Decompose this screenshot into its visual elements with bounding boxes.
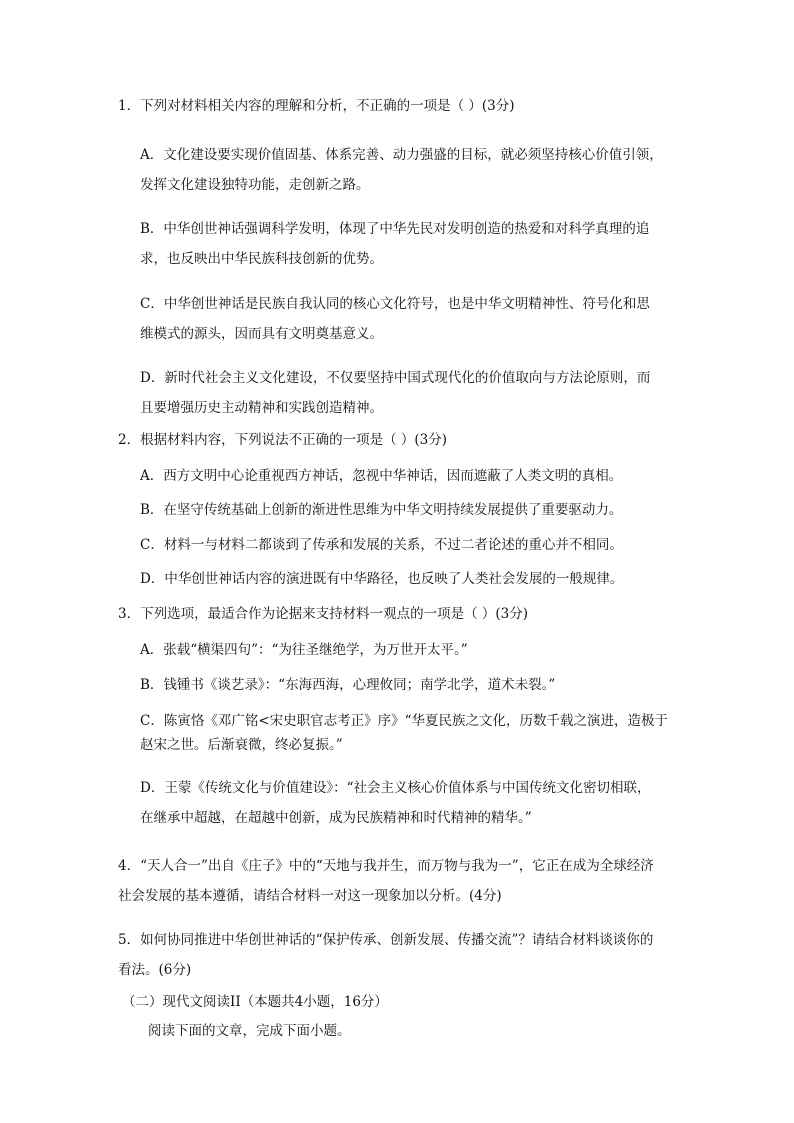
question-1-option-b-line-2: 求，也反映出中华民族科技创新的优势。 bbox=[140, 251, 383, 267]
question-3-option-a: A．张载“横渠四句”：“为往圣继绝学，为万世开太平。” bbox=[140, 642, 468, 658]
question-1-option-a bbox=[140, 140, 663, 200]
question-5 bbox=[118, 925, 653, 985]
question-2-option-d: D．中华创世神话内容的演进既有中华路径，也反映了人类社会发展的一般规律。 bbox=[140, 571, 624, 587]
question-2-option-a: A．西方文明中心论重视西方神话，忽视中华神话，因而遮蔽了人类文明的真相。 bbox=[140, 468, 623, 484]
question-1-option-c-line-2: 维模式的源头，因而具有文明奠基意义。 bbox=[140, 326, 383, 342]
question-1-stem: 1．下列对材料相关内容的理解和分析，不正确的一项是（ ）(3分) bbox=[118, 98, 515, 114]
section-instruction: 阅读下面的文章，完成下面小题。 bbox=[148, 1023, 351, 1039]
question-1-option-c bbox=[140, 289, 650, 349]
question-1-option-a-line-1: A．文化建设要实现价值固基、体系完善、动力强盛的目标，就必须坚持核心价值引领， bbox=[140, 147, 663, 163]
question-4-line-2: 社会发展的基本遵循，请结合材料一对这一现象加以分析。(4分) bbox=[118, 888, 502, 904]
section-heading: （二）现代文阅读II（本题共4小题，16分） bbox=[122, 994, 388, 1010]
question-1-option-a-line-2: 发挥文化建设独特功能，走创新之路。 bbox=[140, 177, 370, 193]
question-1-option-d-line-2: 且要增强历史主动精神和实践创造精神。 bbox=[140, 400, 383, 416]
question-3-option-d-line-2: 在继承中超越，在超越中创新，成为民族精神和时代精神的精华。” bbox=[140, 810, 532, 826]
question-3-option-d-line-1: D．王蒙《传统文化与价值建设》：“社会主义核心价值体系与中国传统文化密切相联， bbox=[140, 780, 651, 796]
question-1-option-d-line-1: D．新时代社会主义文化建设，不仅要坚持中国式现代化的价值取向与方法论原则，而 bbox=[140, 370, 651, 386]
question-3-option-d bbox=[140, 773, 650, 833]
question-2-stem: 2．根据材料内容，下列说法不正确的一项是（ ）(3分) bbox=[118, 432, 448, 448]
question-5-line-1: 5．如何协同推进中华创世神话的“保护传承、创新发展、传播交流”？请结合材料谈谈你的 bbox=[118, 932, 654, 948]
question-3-option-b: B．钱锺书《谈艺录》：“东海西海，心理攸同；南学北学，道术未裂。” bbox=[140, 677, 556, 693]
question-2-option-b: B．在坚守传统基础上创新的渐进性思维为中华文明持续发展提供了重要驱动力。 bbox=[140, 502, 623, 518]
question-3-option-c-line-1: C．陈寅恪《邓广铭<宋史职官志考正》序》“华夏民族之文化，历数千载之演进，造极于 bbox=[140, 713, 669, 729]
question-3-option-c-line-2: 赵宋之世。后渐衰微，终必复振。” bbox=[140, 737, 343, 753]
question-1-option-b-line-1: B．中华创世神话强调科学发明，体现了中华先民对发明创造的热爱和对科学真理的追 bbox=[140, 221, 650, 237]
question-4 bbox=[118, 851, 654, 911]
question-1-option-c-line-1: C．中华创世神话是民族自我认同的核心文化符号，也是中华文明精神性、符号化和思 bbox=[140, 296, 650, 312]
question-1-option-d bbox=[140, 363, 650, 423]
question-5-line-2: 看法。(6分) bbox=[118, 962, 192, 978]
question-3-option-c bbox=[140, 709, 668, 757]
question-3-stem: 3．下列选项，最适合作为论据来支持材料一观点的一项是（ ）(3分) bbox=[118, 606, 529, 622]
question-2-option-c: C．材料一与材料二都谈到了传承和发展的关系，不过二者论述的重心并不相同。 bbox=[140, 537, 623, 553]
question-4-line-1: 4．“天人合一”出自《庄子》中的“天地与我并生，而万物与我为一”，它正在成为全球经济 bbox=[118, 858, 654, 874]
question-1-option-b bbox=[140, 214, 649, 274]
